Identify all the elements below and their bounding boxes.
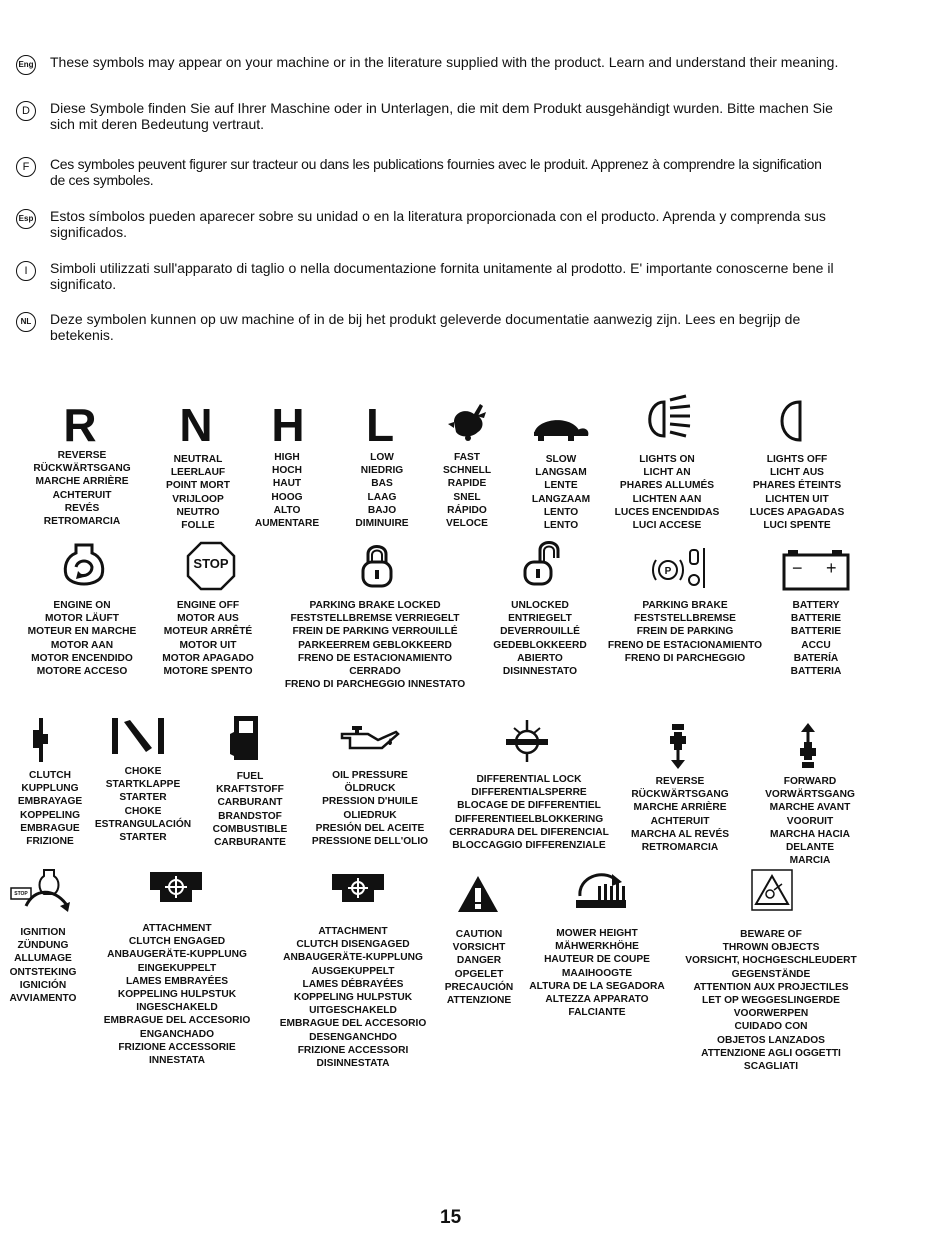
padlock-unlocked-icon [522,538,562,588]
turtle-icon [528,412,590,442]
label-attachment-disengaged: ATTACHMENT CLUTCH DISENGAGED ANBAUGERÄTE-KUPPLUNG AUSGEKUPPELT LAMES DÉBRAYÉES KOPPELING HULPSTUK UITGESCHAKELD EMBRAGUE DEL ACCESORIO DESENGANCHDO FRIZIONE ACCESSORI DISINNESTATA [279,926,427,1070]
battery-minus-sign: − [792,558,803,578]
label-engine-off: ENGINE OFF MOTOR AUS MOTEUR ARRÊTÉ MOTOR UIT MOTOR APAGADO MOTORE SPENTO [162,600,254,678]
label-fast: FAST SCHNELL RAPIDE SNEL RÁPIDO VELOCE [442,452,492,530]
label-clutch: CLUTCH KUPPLUNG EMBRAYAGE KOPPELING EMBRAGUE FRIZIONE [17,770,83,848]
label-ignition: IGNITION ZÜNDUNG ALLUMAGE ONTSTEKING IGNICIÓN AVVIAMENTO [9,927,77,1005]
caution-icon [456,874,500,914]
ignition-stop-text: STOP [14,891,28,897]
language-badge-nl: NL [16,312,36,332]
language-badge-esp: Esp [16,209,36,229]
attachment-engaged-icon [146,866,206,906]
rabbit-icon [446,398,488,444]
battery-plus-sign: + [826,558,837,578]
language-badge-d: D [16,101,36,121]
language-badge-eng: Eng [16,55,36,75]
label-slow: SLOW LANGSAM LENTE LANGZAAM LENTO LENTO [531,454,591,532]
label-low: LOW NIEDRIG BAS LAAG BAJO DIMINUIRE [355,452,409,530]
reverse-direction-icon [668,722,688,770]
intro-text: These symbols may appear on your machine or in the literature supplied with the product. Learn and understand their meaning. [50,54,839,70]
label-neutral: NEUTRAL LEERLAUF POINT MORT VRIJLOOP NEUTRO FOLLE [166,454,230,532]
differential-lock-icon [502,718,552,764]
label-battery: BATTERY BATTERIE BATTERIE ACCU BATERÍA BATTERIA [790,600,842,678]
clutch-icon [30,716,52,764]
language-badge-i: I [16,261,36,281]
parking-brake-icon [652,546,710,590]
label-parking-brake: PARKING BRAKE FESTSTELLBREMSE FREIN DE PARKING FRENO DE ESTACIONAMIENTO FRENO DI PARCHEGGIO [607,600,763,664]
ignition-icon [10,866,74,914]
padlock-locked-icon [360,542,394,590]
lights-off-icon [774,398,808,444]
choke-icon [110,716,166,756]
oil-pressure-icon [338,722,400,756]
label-reverse: REVERSE RÜCKWÄRTSGANG MARCHE ARRIÈRE ACHTERUIT REVÉS RETROMARCIA [33,450,131,528]
intro-text: Diese Symbole finden Sie auf Ihrer Maschine oder in Unterlagen, die mit dem Produkt ausgehändigt wurden. Bitte machen Sie sich mit deren Bedeutung vertraut. [50,100,833,132]
intro-text: Ces symboles peuvent figurer sur tracteur ou dans les publications fournies avec le produit. Apprenez à comprendre la signification de ces symboles. [50,156,822,188]
label-fuel: FUEL KRAFTSTOFF CARBURANT BRANDSTOF COMBUSTIBLE CARBURANTE [212,771,288,849]
high-letter-icon: H [271,399,305,451]
label-choke: CHOKE STARTKLAPPE STARTER CHOKE ESTRANGULACIÓN STARTER [94,766,192,844]
engine-on-icon [62,541,106,591]
label-lights-off: LIGHTS OFF LICHT AUS PHARES ÉTEINTS LICHTEN UIT LUCES APAGADAS LUCI SPENTE [749,454,845,532]
fuel-icon [228,712,268,762]
label-lights-on: LIGHTS ON LICHT AN PHARES ALLUMÉS LICHTEN AAN LUCES ENCENDIDAS LUCI ACCESE [614,454,720,532]
label-differential-lock: DIFFERENTIAL LOCK DIFFERENTIALSPERRE BLOCAGE DE DIFFERENTIEL DIFFERENTIEELBLOKKERING CERRADURA DEL DIFERENCIAL BLOCCAGGIO DIFFERENZIALE [449,774,609,852]
label-oil-pressure: OIL PRESSURE ÖLDRUCK PRESSION D'HUILE OLIEDRUK PRESIÓN DEL ACEITE PRESSIONE DELL'OLIO [311,770,429,848]
label-caution: CAUTION VORSICHT DANGER OPGELET PRECAUCIÓN ATTENZIONE [444,929,514,1007]
label-forward-direction: FORWARD VORWÄRTSGANG MARCHE AVANT VOORUIT MARCHA HACIA DELANTE MARCIA [765,776,855,867]
svg-text:P: P [664,566,672,577]
label-attachment-engaged: ATTACHMENT CLUTCH ENGAGED ANBAUGERÄTE-KUPPLUNG EINGEKUPPELT LAMES EMBRAYÉES KOPPELING HULPSTUK INGESCHAKELD EMBRAGUE DEL ACCESORIO ENGANCHADO FRIZIONE ACCESSORIE INNESTATA [103,923,251,1067]
lights-on-icon [640,394,696,444]
low-letter-icon: L [365,399,395,451]
intro-text: Deze symbolen kunnen op uw machine of in de bij het produkt geleverde documentatie aanwezig zijn. Lees en begrijp de betekenis. [50,311,801,343]
label-engine-on: ENGINE ON MOTOR LÄUFT MOTEUR EN MARCHE MOTOR AAN MOTOR ENCENDIDO MOTORE ACCESO [27,600,137,678]
forward-direction-icon [798,722,818,770]
thrown-objects-icon [750,868,794,912]
reverse-letter-icon: R [63,399,97,451]
label-parking-brake-locked: PARKING BRAKE LOCKED FESTSTELLBREMSE VERRIEGELT FREIN DE PARKING VERROUILLÉ PARKEERREM GEBLOKKEERD FRENO DE ESTACIONAMIENTO CERRADO FRENO DI PARCHEGGIO INNESTATO [284,600,466,691]
label-unlocked: UNLOCKED ENTRIEGELT DEVERROUILLÉ GEDEBLOKKEERD ABIERTO DISINNESTATO [493,600,587,678]
language-badge-f: F [16,157,36,177]
attachment-disengaged-icon [328,868,388,906]
label-high: HIGH HOCH HAUT HOOG ALTO AUMENTARE [254,452,320,530]
page-number: 15 [440,1207,462,1228]
label-reverse-direction: REVERSE RÜCKWÄRTSGANG MARCHE ARRIÈRE ACHTERUIT MARCHA AL REVÉS RETROMARCIA [630,776,730,854]
label-mower-height: MOWER HEIGHT MÄHWERKHÖHE HAUTEUR DE COUPE MAAIHOOGTE ALTURA DE LA SEGADORA ALTEZZA APPARATO FALCIANTE [529,928,665,1019]
intro-text: Simboli utilizzati sull'apparato di taglio o nella documentazione fornita unitamente al prodotto. E' importante conoscerne bene il significato. [50,260,834,292]
intro-text: Estos símbolos pueden aparecer sobre su unidad o en la literatura proporcionada con el producto. Aprenda y comprenda sus significados. [50,208,826,240]
neutral-letter-icon: N [179,399,213,451]
stop-text: STOP [193,556,229,571]
mower-height-icon [572,866,628,912]
label-thrown-objects: BEWARE OF THROWN OBJECTS VORSICHT, HOCHGESCHLEUDERT GEGENSTÄNDE ATTENTION AUX PROJECTILES LET OP WEGGESLINGERDE VOORWERPEN CUIDADO CON OBJETOS LANZADOS ATTENZIONE AGLI OGGETTI SCAGLIATI [685,929,857,1073]
